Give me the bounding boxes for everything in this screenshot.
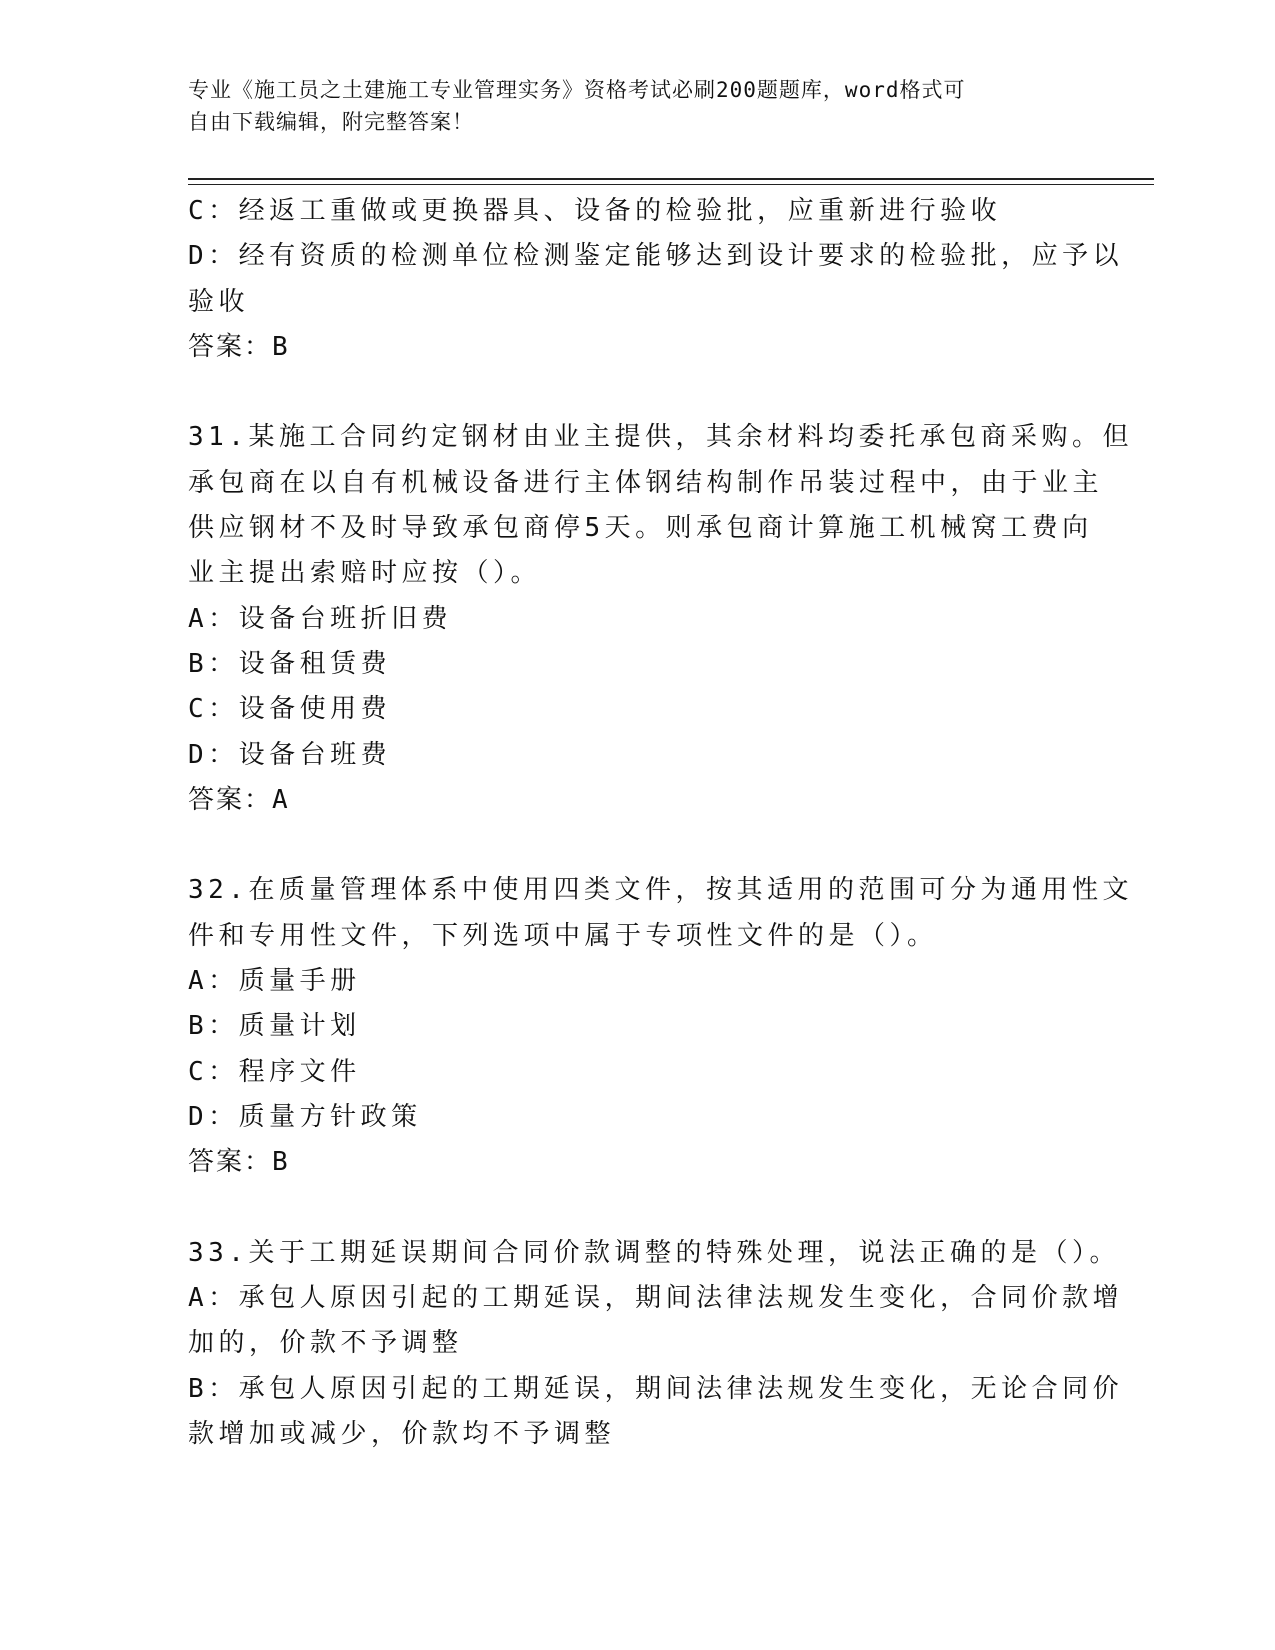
q31-option-b: B：设备租赁费 xyxy=(188,648,392,679)
q33-option-b-line-1: B：承包人原因引起的工期延误，期间法律法规发生变化，无论合同价 xyxy=(188,1373,1124,1404)
spacer xyxy=(188,823,1088,868)
q31-option-d: D：设备台班费 xyxy=(188,739,392,770)
q32-option-d: D：质量方针政策 xyxy=(188,1101,422,1132)
spacer xyxy=(188,370,1088,415)
answer-value: B xyxy=(272,1147,293,1178)
prev-option-d-line-2: 验收 xyxy=(188,286,250,317)
answer-value: B xyxy=(272,331,293,362)
q31-stem-line-2: 承包商在以自有机械设备进行主体钢结构制作吊装过程中，由于业主 xyxy=(188,467,1104,498)
page-header xyxy=(188,74,1068,138)
answer-value: A xyxy=(272,784,293,815)
q32-stem-line-2: 件和专用性文件，下列选项中属于专项性文件的是（）。 xyxy=(188,920,938,951)
q32-option-c: C：程序文件 xyxy=(188,1056,361,1087)
q31-stem-line-1: 31.某施工合同约定钢材由业主提供，其余材料均委托承包商采购。但 xyxy=(188,422,1133,453)
q31-option-a: A：设备台班折旧费 xyxy=(188,603,453,634)
q32-answer xyxy=(188,1140,1088,1185)
prev-answer xyxy=(188,325,1088,370)
header-rule-thin xyxy=(188,184,1154,185)
q31-option-c: C：设备使用费 xyxy=(188,694,392,725)
q32-option-b: B：质量计划 xyxy=(188,1011,361,1042)
answer-label: 答案： xyxy=(188,784,273,815)
header-line-2: 自由下载编辑，附完整答案！ xyxy=(188,110,474,134)
q31-answer xyxy=(188,778,1088,823)
q32-stem-line-1: 32.在质量管理体系中使用四类文件，按其适用的范围可分为通用性文 xyxy=(188,875,1133,906)
question-content xyxy=(188,189,1133,1457)
prev-option-d-line-1: D：经有资质的检测单位检测鉴定能够达到设计要求的检验批，应予以 xyxy=(188,241,1124,272)
header-line-1: 专业《施工员之土建施工专业管理实务》资格考试必刷200题题库，word格式可 xyxy=(188,78,966,102)
spacer xyxy=(188,1186,1088,1231)
q33-option-a-line-2: 加的，价款不予调整 xyxy=(188,1328,463,1359)
q31-stem-line-4: 业主提出索赔时应按（）。 xyxy=(188,558,542,589)
answer-label: 答案： xyxy=(188,1147,273,1178)
q33-option-a-line-1: A：承包人原因引起的工期延误，期间法律法规发生变化，合同价款增 xyxy=(188,1283,1124,1314)
answer-label: 答案： xyxy=(188,331,273,362)
header-rule-thick xyxy=(188,178,1154,180)
q32-option-a: A：质量手册 xyxy=(188,966,361,997)
prev-option-c: C：经返工重做或更换器具、设备的检验批，应重新进行验收 xyxy=(188,196,1002,226)
q31-stem-line-3: 供应钢材不及时导致承包商停5天。则承包商计算施工机械窝工费向 xyxy=(188,513,1093,544)
q33-stem-line-1: 33.关于工期延误期间合同价款调整的特殊处理，说法正确的是（）。 xyxy=(188,1237,1120,1268)
q33-option-b-line-2: 款增加或减少，价款均不予调整 xyxy=(188,1419,616,1450)
